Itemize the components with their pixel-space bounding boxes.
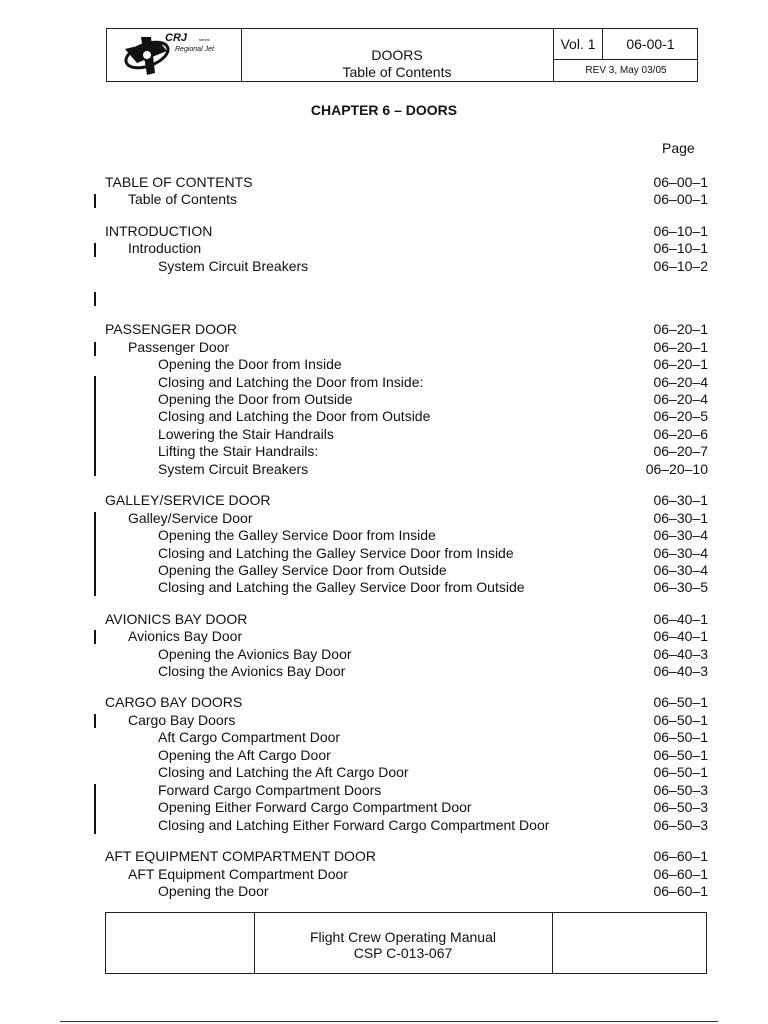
page-number: 06-00-1 <box>603 29 698 60</box>
toc-row <box>0 798 768 816</box>
revision-change-bar <box>94 194 96 208</box>
toc-page: 06–20–10 <box>645 461 708 477</box>
toc-label: GALLEY/SERVICE DOOR <box>105 492 271 508</box>
toc-label: System Circuit Breakers <box>158 258 309 274</box>
toc-label: PASSENGER DOOR <box>105 321 237 337</box>
toc-row <box>0 763 768 781</box>
revision-label: REV 3, May 03/05 <box>585 65 667 76</box>
volume-label: Vol. 1 <box>554 29 603 60</box>
toc-page: 06–60–1 <box>653 866 708 882</box>
toc-row <box>0 425 768 443</box>
revision-change-bar <box>94 243 96 257</box>
toc-row <box>0 728 768 746</box>
toc-page: 06–30–4 <box>653 562 708 578</box>
toc-row <box>0 816 768 834</box>
toc-row <box>0 711 768 729</box>
page-footer <box>105 912 707 974</box>
toc-label: Lowering the Stair Handrails <box>158 426 334 442</box>
toc-row <box>0 173 768 191</box>
toc-page: 06–60–1 <box>653 848 708 864</box>
logo-text: CRJ <box>165 32 188 44</box>
toc-page: 06–20–5 <box>653 408 708 424</box>
toc-row <box>0 865 768 883</box>
toc-page: 06–10–2 <box>653 258 708 274</box>
toc-label: Opening the Galley Service Door from Inside <box>158 527 436 543</box>
toc-label: Opening the Aft Cargo Door <box>158 747 331 763</box>
toc-page: 06–40–1 <box>653 611 708 627</box>
toc-row <box>0 561 768 579</box>
toc-page: 06–10–1 <box>653 240 708 256</box>
toc-row <box>0 693 768 711</box>
toc-label: Closing and Latching the Aft Cargo Door <box>158 764 409 780</box>
crj-logo <box>107 29 242 81</box>
toc-row <box>0 407 768 425</box>
toc-row <box>0 627 768 645</box>
toc-page: 06–50–3 <box>653 782 708 798</box>
toc-page: 06–40–3 <box>653 646 708 662</box>
toc-row <box>0 509 768 527</box>
toc-page: 06–20–7 <box>653 443 708 459</box>
toc-label: AVIONICS BAY DOOR <box>105 611 248 627</box>
toc-row <box>0 373 768 391</box>
toc-page: 06–20–4 <box>653 374 708 390</box>
toc-row <box>0 610 768 628</box>
toc-row <box>0 746 768 764</box>
toc-page: 06–40–1 <box>653 628 708 644</box>
toc-row <box>0 390 768 408</box>
chapter-title: CHAPTER 6 – DOORS <box>310 102 458 118</box>
toc-page: 06–00–1 <box>653 191 708 207</box>
toc-row <box>0 190 768 208</box>
toc-page: 06–20–4 <box>653 391 708 407</box>
toc-label: Closing and Latching the Galley Service Door from Inside <box>158 545 514 561</box>
toc-page: 06–50–1 <box>653 712 708 728</box>
toc-row <box>0 645 768 663</box>
toc-page: 06–30–4 <box>653 527 708 543</box>
toc-label: Closing and Latching the Door from Inside: <box>158 374 424 390</box>
toc-label: Lifting the Stair Handrails: <box>158 443 319 459</box>
toc-page: 06–30–1 <box>653 492 708 508</box>
toc-label: AFT EQUIPMENT COMPARTMENT DOOR <box>105 848 376 864</box>
toc-label: Forward Cargo Compartment Doors <box>158 782 382 798</box>
toc-page: 06–50–3 <box>653 817 708 833</box>
toc-page: 06–30–4 <box>653 545 708 561</box>
toc-page: 06–50–1 <box>653 764 708 780</box>
header-title-block <box>241 29 553 81</box>
toc-row <box>0 338 768 356</box>
revision-change-bar <box>94 784 96 834</box>
page-column-header: Page <box>662 140 695 156</box>
revision-change-bar <box>94 512 96 596</box>
crj-logo-icon <box>107 29 241 81</box>
toc-label: Closing the Avionics Bay Door <box>158 663 346 679</box>
toc-label: Avionics Bay Door <box>128 628 243 644</box>
toc-page: 06–00–1 <box>653 174 708 190</box>
toc-page: 06–30–1 <box>653 510 708 526</box>
toc-page: 06–30–5 <box>653 579 708 595</box>
toc-row <box>0 222 768 240</box>
toc-page: 06–50–1 <box>653 694 708 710</box>
toc-label: CARGO BAY DOORS <box>105 694 243 710</box>
footer-manual-title: Flight Crew Operating Manual <box>310 929 496 945</box>
toc-label: Closing and Latching the Galley Service Door from Outside <box>158 579 525 595</box>
toc-label: System Circuit Breakers <box>158 461 309 477</box>
toc-row <box>0 239 768 257</box>
toc-row <box>0 847 768 865</box>
toc-page: 06–20–1 <box>653 321 708 337</box>
toc-row <box>0 442 768 460</box>
toc-row <box>0 578 768 596</box>
toc-label: Closing and Latching Either Forward Cargo Compartment Door <box>158 817 550 833</box>
logo-series-text: series <box>199 37 210 42</box>
footer-center-cell <box>254 913 552 973</box>
bottom-rule <box>60 1021 718 1022</box>
toc-label: Opening the Galley Service Door from Outside <box>158 562 447 578</box>
toc-label: Galley/Service Door <box>128 510 253 526</box>
toc-label: TABLE OF CONTENTS <box>105 174 253 190</box>
toc-row <box>0 526 768 544</box>
toc-row <box>0 460 768 478</box>
toc-page: 06–50–1 <box>653 729 708 745</box>
header-title: DOORS <box>371 47 423 63</box>
toc-page: 06–10–1 <box>653 223 708 239</box>
revision-change-bar <box>94 376 96 476</box>
toc-row <box>0 544 768 562</box>
toc-label: Opening the Door from Inside <box>158 356 342 372</box>
footer-left-cell <box>106 913 255 973</box>
toc-label: AFT Equipment Compartment Door <box>128 866 348 882</box>
toc-label: Closing and Latching the Door from Outside <box>158 408 431 424</box>
footer-document-number: CSP C-013-067 <box>353 945 453 961</box>
toc-page: 06–50–1 <box>653 747 708 763</box>
logo-subtext: Regional Jet <box>175 46 214 53</box>
toc-label: INTRODUCTION <box>105 223 213 239</box>
toc-row <box>0 491 768 509</box>
toc-row <box>0 662 768 680</box>
page-header <box>106 28 698 82</box>
revision-change-bar <box>94 714 96 728</box>
toc-page: 06–50–3 <box>653 799 708 815</box>
revision-change-bar <box>94 342 96 356</box>
toc-page: 06–20–1 <box>653 339 708 355</box>
toc-page: 06–40–3 <box>653 663 708 679</box>
toc-label: Opening the Door from Outside <box>158 391 353 407</box>
toc-label: Opening the Avionics Bay Door <box>158 646 352 662</box>
footer-right-cell <box>552 913 707 973</box>
toc-label: Opening the Door <box>158 883 269 899</box>
toc-label: Passenger Door <box>128 339 230 355</box>
header-subtitle: Table of Contents <box>342 64 452 80</box>
toc-row <box>0 781 768 799</box>
toc-page: 06–60–1 <box>653 883 708 899</box>
toc-label: Opening Either Forward Cargo Compartment Door <box>158 799 472 815</box>
toc-label: Cargo Bay Doors <box>128 712 236 728</box>
toc-label: Aft Cargo Compartment Door <box>158 729 341 745</box>
toc-row <box>0 320 768 338</box>
toc-page: 06–20–6 <box>653 426 708 442</box>
header-info-block <box>553 29 698 81</box>
toc-page: 06–20–1 <box>653 356 708 372</box>
toc-row <box>0 355 768 373</box>
revision-change-bar <box>94 292 96 306</box>
toc-row <box>0 257 768 275</box>
revision-change-bar <box>94 630 96 644</box>
toc-label: Table of Contents <box>128 191 237 207</box>
toc-row <box>0 882 768 900</box>
toc-label: Introduction <box>128 240 202 256</box>
